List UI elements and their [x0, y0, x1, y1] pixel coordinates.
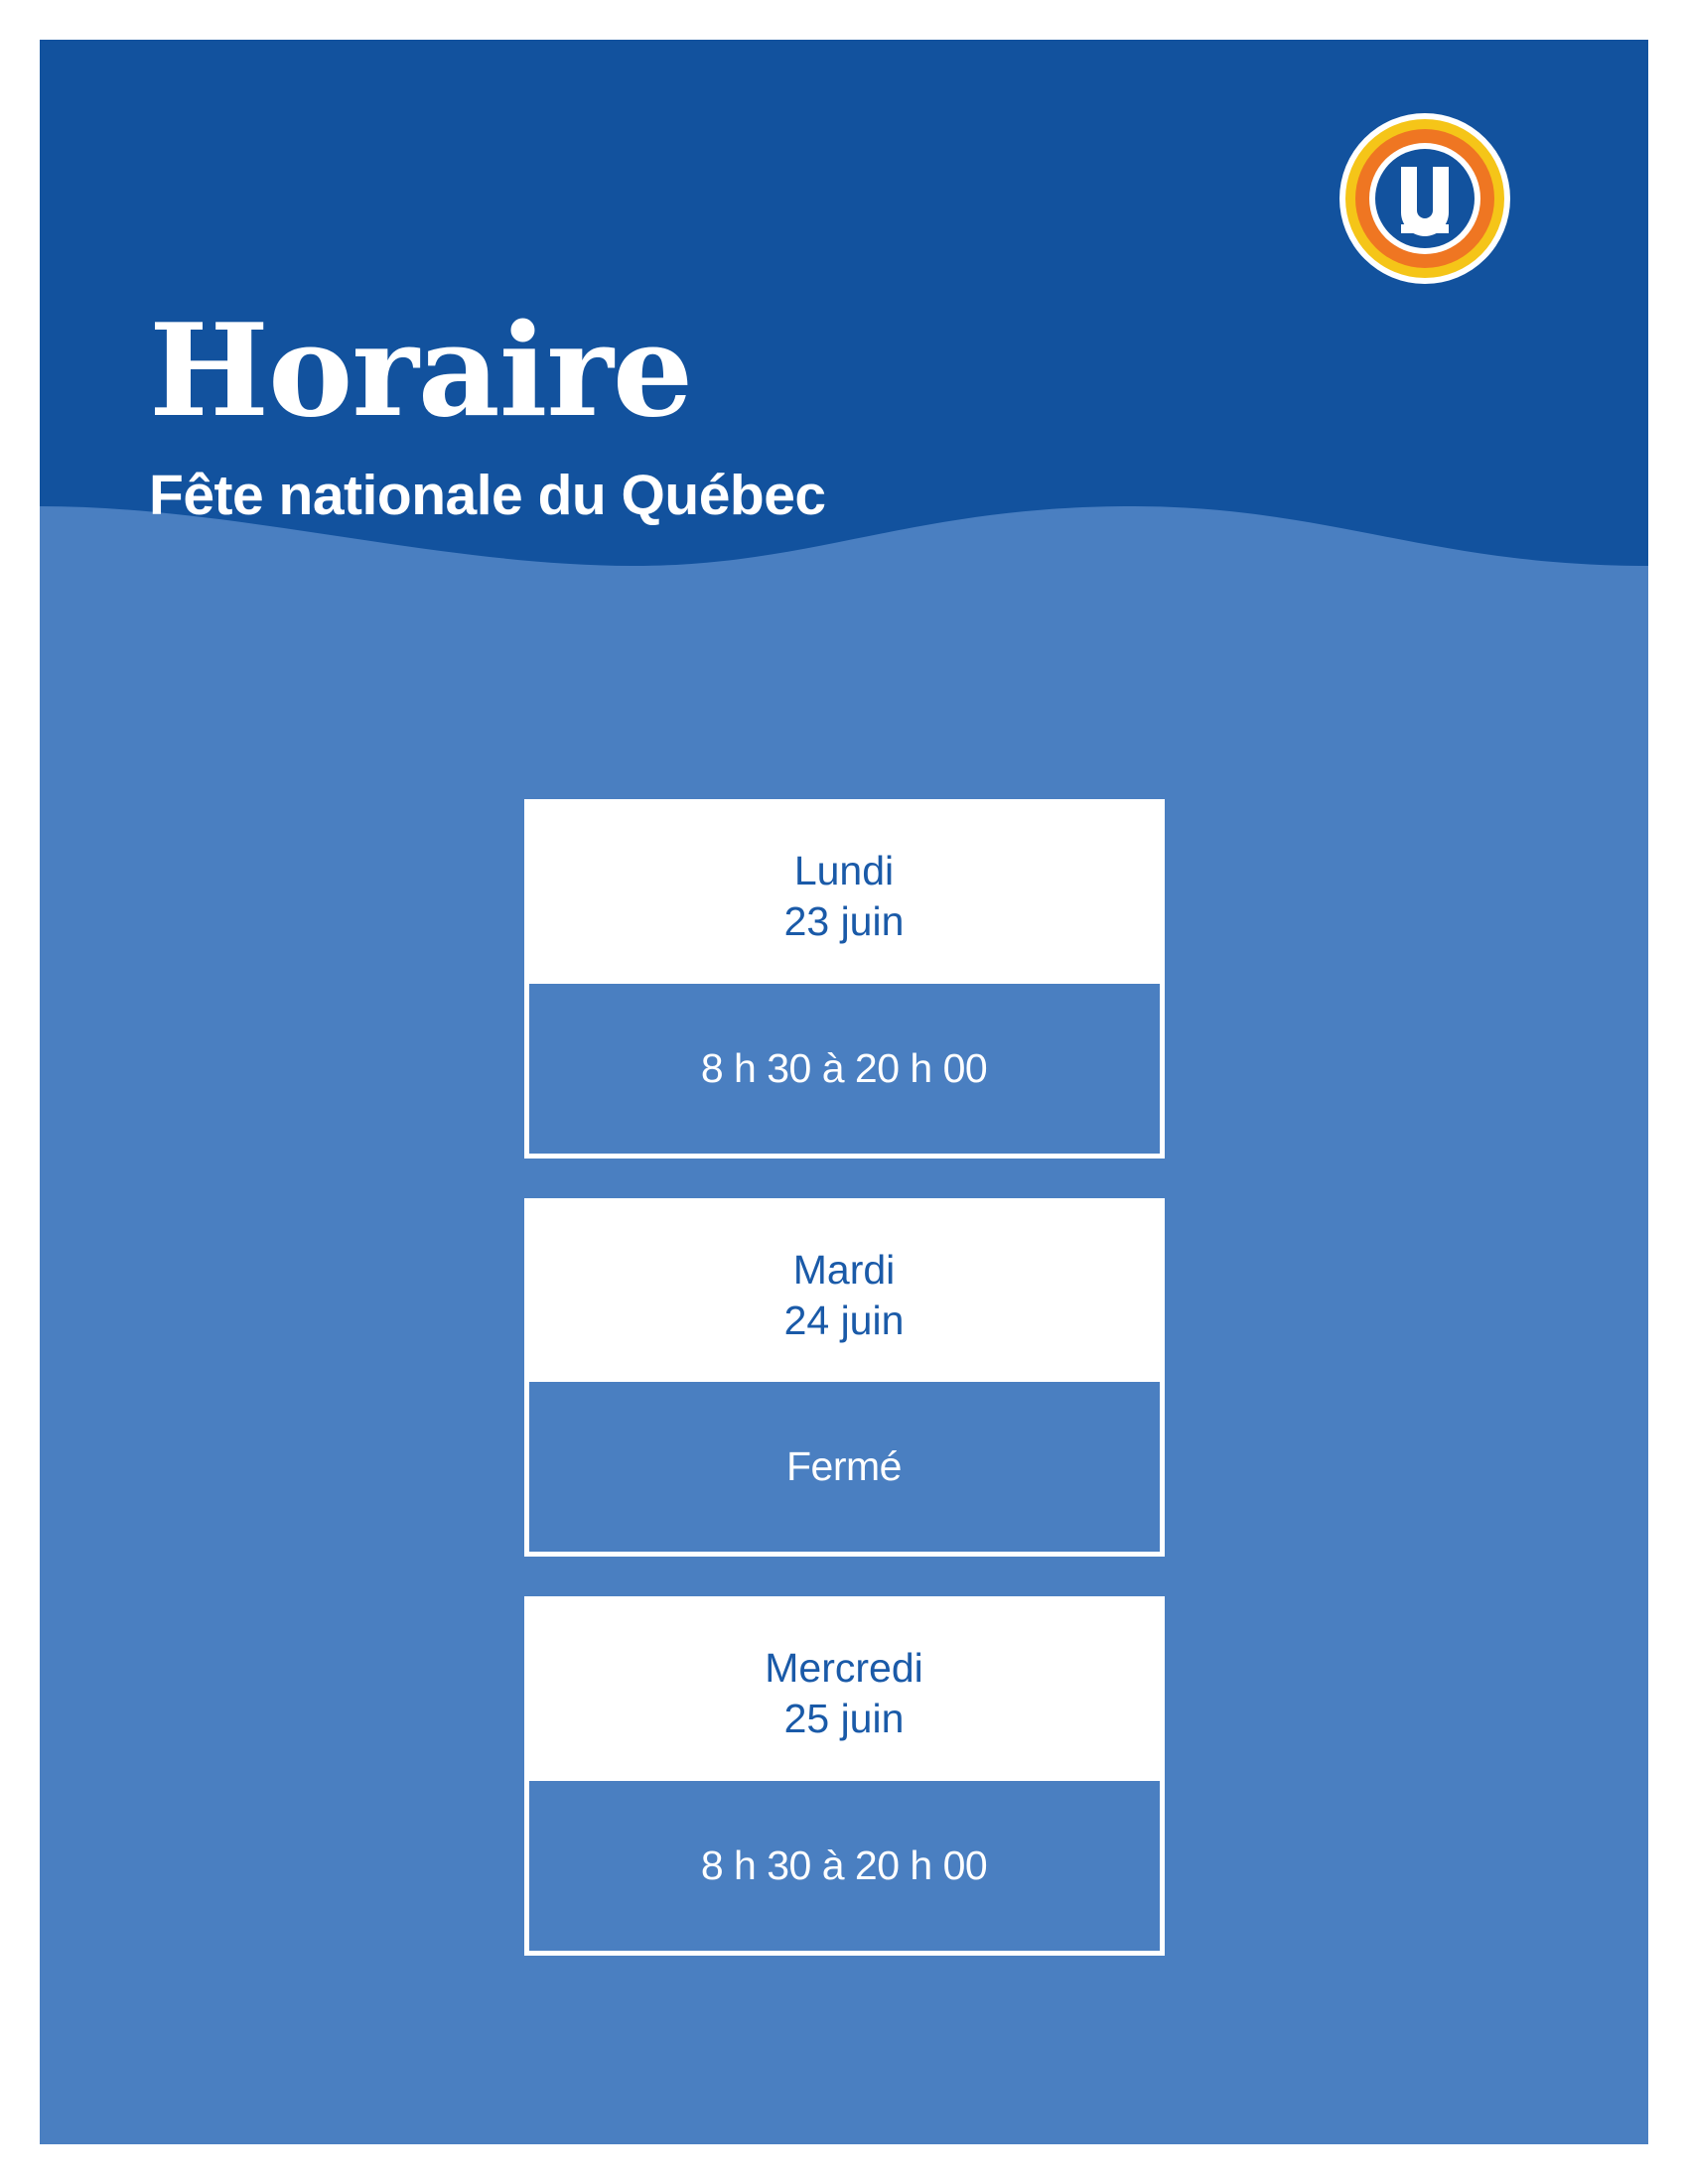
schedule-card: [524, 799, 1165, 1159]
schedule-day-date: 23 juin: [783, 898, 905, 945]
schedule-day-date: 24 juin: [783, 1297, 905, 1343]
page-title: Horaire: [149, 297, 693, 446]
university-logo-icon: [1336, 109, 1514, 288]
title-block: [149, 297, 826, 528]
schedule-card: [524, 1198, 1165, 1558]
poster: [40, 40, 1648, 2144]
schedule-day-name: Lundi: [793, 848, 895, 893]
schedule-card-hours: 8 h 30 à 20 h 00: [529, 1781, 1160, 1951]
schedule-day-name: Mardi: [792, 1246, 896, 1293]
schedule-card-hours: 8 h 30 à 20 h 00: [529, 984, 1160, 1154]
schedule-day-date: 25 juin: [783, 1696, 905, 1742]
schedule-list: [40, 799, 1648, 1995]
schedule-card-day: [529, 804, 1160, 984]
schedule-card-hours: Fermé: [529, 1382, 1160, 1552]
schedule-card: [524, 1596, 1165, 1956]
schedule-card-day: [529, 1601, 1160, 1781]
page-subtitle: Fête nationale du Québec: [149, 464, 826, 527]
schedule-card-day: [529, 1203, 1160, 1383]
schedule-day-name: Mercredi: [765, 1645, 923, 1691]
